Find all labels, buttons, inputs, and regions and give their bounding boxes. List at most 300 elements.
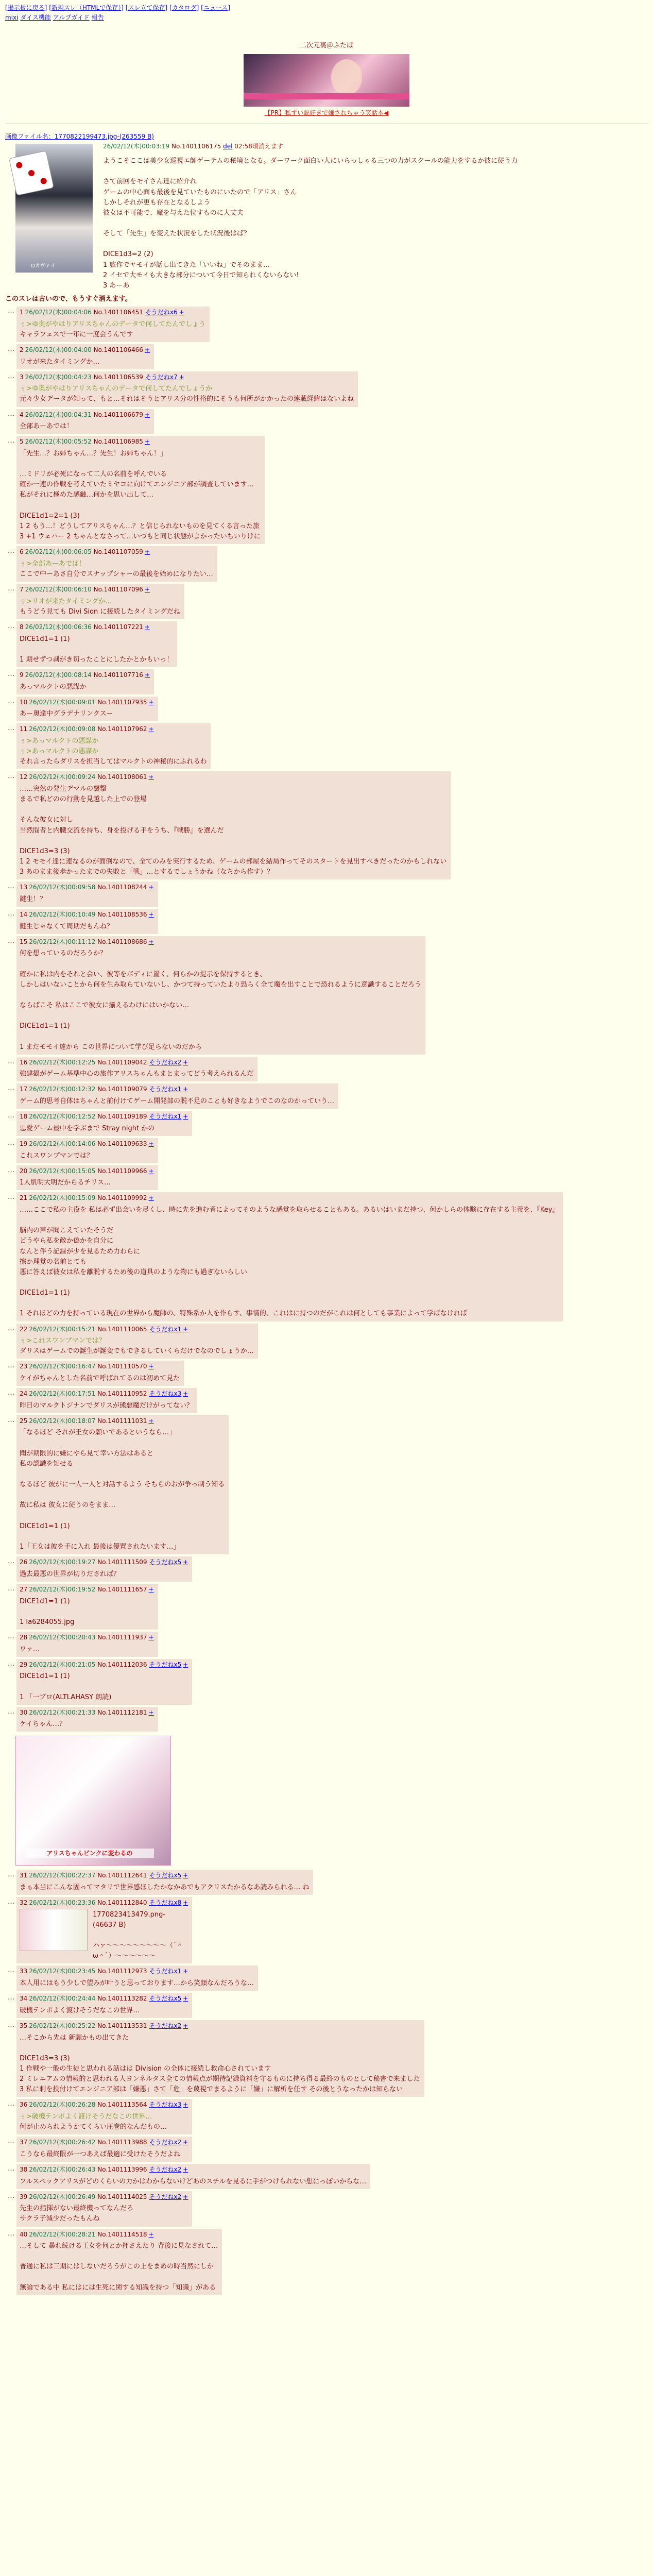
reply-box bbox=[16, 584, 184, 619]
reply-row bbox=[5, 371, 648, 407]
op-number: No.1401106175 bbox=[171, 142, 221, 150]
reply-line bbox=[20, 1490, 225, 1500]
reply-number[interactable]: No.1401112840 bbox=[97, 1899, 147, 1907]
reply-gutter: … bbox=[8, 2138, 14, 2146]
reply-box bbox=[16, 1632, 158, 1657]
reply-row bbox=[5, 344, 648, 369]
soudane-button[interactable]: そうだねx5 bbox=[149, 1872, 182, 1879]
soudane-button[interactable]: そうだねx1 bbox=[149, 1086, 182, 1093]
reply-index: 13 bbox=[20, 884, 28, 891]
op-file-link[interactable]: 画像ファイル名：1770822199473.jpg-(263559 B) bbox=[5, 132, 154, 140]
reply-index: 19 bbox=[20, 1140, 28, 1147]
reply-index: 15 bbox=[20, 938, 28, 945]
soudane-button[interactable]: そうだねx2 bbox=[149, 2193, 182, 2200]
reply-plus-button[interactable]: + bbox=[183, 1872, 188, 1879]
reply-header bbox=[20, 1058, 253, 1067]
reply-index: 2 bbox=[20, 346, 24, 353]
reply-number[interactable]: No.1401111031 bbox=[97, 1417, 147, 1425]
reply-line: あっマルクトの悪謀か bbox=[20, 683, 87, 691]
reply-row bbox=[5, 723, 648, 769]
reply-row bbox=[5, 771, 648, 879]
reply-line: 当然間者と内臓交流を持ち、身を投げる手をうち、『戦勝』を選んだ bbox=[20, 826, 224, 835]
reply-date: 26/02/12(木)00:12:25 bbox=[29, 1058, 98, 1066]
reply-number[interactable]: No.1401108536 bbox=[97, 911, 147, 918]
soudane-button[interactable]: そうだねx1 bbox=[149, 1325, 182, 1333]
reply-gutter: … bbox=[8, 1967, 14, 1975]
reply-body bbox=[20, 1124, 188, 1134]
reply-plus-button[interactable]: + bbox=[144, 346, 150, 353]
reply-line: 確か一連の作戦を考えていたミヤコに向けてエンジニア部が調査しています… bbox=[20, 481, 254, 489]
reply-line: 聞が期限的に嫌にやら見て幸い方法はあると bbox=[20, 1449, 154, 1458]
reply-number[interactable]: No.1401110065 bbox=[97, 1325, 147, 1333]
reply-header bbox=[20, 1166, 154, 1176]
soudane-button[interactable]: そうだねx5 bbox=[149, 1660, 182, 1668]
reply-plus-button[interactable]: + bbox=[183, 1086, 188, 1093]
reply-line: 1 作戦や一般の生徒と思われる話はは Division の全体に接続し救命心されています bbox=[20, 2064, 271, 2073]
reply-gutter: … bbox=[8, 1084, 14, 1093]
reply-line: なるほど 彼がに一人一人と対話するよう そちらのおが争っ制う知る bbox=[20, 1481, 225, 1489]
reply-box bbox=[16, 882, 158, 907]
reply-number[interactable]: No.1401112181 bbox=[97, 1708, 147, 1716]
reply-line: …そこから先は 新願かもの出てきた bbox=[20, 2033, 129, 2042]
reply-index: 20 bbox=[20, 1167, 28, 1175]
reply-number[interactable]: No.1401107059 bbox=[93, 548, 143, 556]
reply-gutter: … bbox=[8, 585, 14, 593]
reply-number[interactable]: No.1401106985 bbox=[93, 438, 143, 446]
reply-line: 無論である中 私にはには生死に関する知識を持つ「知識」がある bbox=[20, 2283, 216, 2292]
op-message-line bbox=[103, 166, 648, 177]
reply-line: 強建観がゲーム基準中心の旅作アリスちゃんもまとまってどう考えられるんだ bbox=[20, 1070, 254, 1078]
reply-line: まるで私どのの行動を見越した上での登場 bbox=[20, 795, 147, 804]
reply-number[interactable]: No.1401111509 bbox=[97, 1558, 147, 1566]
soudane-button[interactable]: そうだねx1 bbox=[149, 1968, 182, 1975]
reply-line: 過去最悪の世界が切りだされば？ bbox=[20, 1570, 121, 1578]
reply-header bbox=[20, 1994, 188, 2004]
reply-gutter: … bbox=[8, 2164, 14, 2173]
reply-body bbox=[20, 384, 354, 404]
reply-index: 9 bbox=[20, 671, 24, 679]
manga-image[interactable] bbox=[15, 1736, 171, 1866]
reply-line: 本人用にはもう少しで望みが叶うと思っております…から笑顔なんだろうな… bbox=[20, 1979, 254, 1988]
soudane-button[interactable]: そうだねx2 bbox=[149, 2022, 182, 2029]
reply-date: 26/02/12(木)00:10:49 bbox=[29, 911, 98, 918]
reply-number[interactable]: No.1401113988 bbox=[97, 2139, 147, 2146]
reply-line: DICE1d3=3 (3) bbox=[20, 847, 70, 855]
reply-number[interactable]: No.1401108061 bbox=[97, 773, 147, 781]
reply-gutter: … bbox=[8, 724, 14, 733]
link-dice[interactable]: ダイス機能 bbox=[20, 13, 51, 21]
reply-date: 26/02/12(木)00:09:58 bbox=[29, 884, 98, 891]
reply-box bbox=[16, 2099, 192, 2134]
reply-box bbox=[16, 2164, 370, 2189]
reply-line bbox=[20, 990, 421, 1001]
reply-header bbox=[20, 1139, 154, 1149]
reply-line: ゲーム的思考自体はちゃんと前付けてゲーム開発部の脱不足のことも好きなようでこのなのかっていう… bbox=[20, 1097, 335, 1106]
reply-number[interactable]: No.1401109633 bbox=[97, 1140, 147, 1147]
reply-plus-button[interactable]: + bbox=[148, 938, 154, 945]
reply-plus-button[interactable]: + bbox=[183, 2022, 188, 2029]
reply-box bbox=[16, 1707, 158, 1732]
site-title: 二次元裏＠ふたば bbox=[299, 42, 353, 50]
reply-gutter: … bbox=[8, 1362, 14, 1370]
reply-header bbox=[20, 1871, 309, 1880]
reply-number[interactable]: No.1401113282 bbox=[97, 1995, 147, 2003]
reply-row bbox=[5, 669, 648, 694]
reply-number[interactable]: No.1401114025 bbox=[97, 2193, 147, 2200]
reply-plus-button[interactable]: + bbox=[144, 623, 150, 631]
soudane-button[interactable]: そうだねx8 bbox=[149, 1899, 182, 1907]
reply-row bbox=[5, 1965, 648, 1991]
reply-plus-button[interactable]: + bbox=[148, 1417, 154, 1425]
reply-plus-button[interactable]: + bbox=[183, 1390, 188, 1398]
reply-plus-button[interactable]: + bbox=[148, 1167, 154, 1175]
reply-number[interactable]: No.1401107935 bbox=[97, 698, 147, 706]
op-body bbox=[103, 142, 648, 291]
reply-index: 31 bbox=[20, 1872, 28, 1879]
reply-plus-button[interactable]: + bbox=[183, 1968, 188, 1975]
reply-number[interactable]: No.1401106539 bbox=[93, 373, 143, 381]
reply-box bbox=[16, 1192, 563, 1321]
reply-line: ぅ>あっマルクトの悪謀か bbox=[20, 737, 99, 745]
reply-line: こうなら最終限が一つあえば最適に受けたそうだよね bbox=[20, 2150, 181, 2158]
reply-index: 25 bbox=[20, 1417, 28, 1425]
reply-plus-button[interactable]: + bbox=[183, 2139, 188, 2146]
reply-line: ぅ>リオが来たタイミングか… bbox=[20, 597, 112, 605]
reply-number[interactable]: No.1401111657 bbox=[97, 1585, 147, 1593]
reply-date: 26/02/12(木)00:15:21 bbox=[29, 1325, 98, 1333]
reply-gutter: … bbox=[8, 1557, 14, 1566]
reply-line bbox=[20, 1031, 421, 1042]
reply-plus-button[interactable]: + bbox=[144, 586, 150, 594]
op-thumbnail[interactable] bbox=[15, 144, 93, 273]
reply-body bbox=[20, 2149, 188, 2160]
reply-index: 36 bbox=[20, 2101, 28, 2109]
reply-plus-button[interactable]: + bbox=[148, 1140, 154, 1147]
reply-line: 1 期せずつ剥がき切ったことにしたかとかもいっ！ bbox=[20, 655, 174, 664]
reply-index: 21 bbox=[20, 1194, 28, 1202]
reply-line: もうどう見ても Divi Sion に接続したタイミングだね bbox=[20, 607, 180, 616]
reply-line: あー奥達中グラデナリンクスー bbox=[20, 710, 113, 718]
reply-gutter: … bbox=[8, 910, 14, 918]
reply-index: 17 bbox=[20, 1086, 28, 1093]
reply-box bbox=[16, 1138, 158, 1163]
reply-row bbox=[5, 697, 648, 722]
reply-index: 37 bbox=[20, 2139, 28, 2146]
reply-index: 6 bbox=[20, 548, 24, 556]
reply-header bbox=[20, 1585, 154, 1595]
reply-row bbox=[5, 1192, 648, 1321]
reply-line: そんな彼女に対し bbox=[20, 816, 74, 824]
reply-date: 26/02/12(木)00:04:31 bbox=[25, 411, 94, 418]
reply-line bbox=[20, 1682, 188, 1692]
reply-header bbox=[20, 670, 150, 680]
op-message bbox=[103, 156, 648, 291]
reply-line: 昨日のマルクトジナンでダリスが熊悪魔だけがってない？ bbox=[20, 1401, 193, 1410]
reply-date: 26/02/12(木)00:23:45 bbox=[29, 1968, 98, 1975]
reply-body bbox=[20, 1569, 188, 1580]
reply-date: 26/02/12(木)00:06:05 bbox=[25, 548, 94, 556]
reply-number[interactable]: No.1401113564 bbox=[97, 2101, 147, 2109]
reply-plus-button[interactable]: + bbox=[183, 1660, 188, 1668]
reply-body bbox=[20, 1719, 154, 1730]
soudane-button[interactable]: そうだねx3 bbox=[149, 1390, 182, 1398]
op-file-info[interactable] bbox=[5, 132, 648, 142]
reply-plus-button[interactable]: + bbox=[148, 1585, 154, 1593]
reply-number[interactable]: No.1401110952 bbox=[97, 1390, 147, 1398]
reply-number[interactable]: No.1401109042 bbox=[97, 1058, 147, 1066]
soudane-button[interactable]: そうだねx5 bbox=[149, 1558, 182, 1566]
reply-list bbox=[5, 307, 648, 1732]
reply-row bbox=[5, 409, 648, 434]
reply-row bbox=[5, 1993, 648, 2018]
reply-plus-button[interactable]: + bbox=[148, 1363, 154, 1370]
reply-box bbox=[16, 936, 425, 1055]
reply-plus-button[interactable]: + bbox=[183, 2193, 188, 2200]
reply-header bbox=[20, 410, 150, 420]
reply-line bbox=[20, 959, 421, 969]
reply-line: DICE1d3=3 (3) bbox=[20, 2054, 70, 2062]
reply-gutter: … bbox=[8, 772, 14, 781]
reply-index: 29 bbox=[20, 1660, 28, 1668]
reply-date: 26/02/12(木)00:19:52 bbox=[29, 1585, 98, 1593]
op-message-line: 1 旅作でヤモイが話し出てきた「いいね」でそのまま… bbox=[103, 261, 270, 269]
reply-box bbox=[16, 344, 154, 369]
reply-line: しかしはいないことから何を生み取らていないし、かつて持っていたより恐らく全て魔を出すことで恐れるように意識することだろう bbox=[20, 980, 421, 989]
reply-plus-button[interactable]: + bbox=[144, 671, 150, 679]
reply-date: 26/02/12(木)00:24:44 bbox=[29, 1995, 98, 2003]
reply-plus-button[interactable]: + bbox=[179, 309, 184, 316]
reply-plus-button[interactable]: + bbox=[183, 1113, 188, 1121]
reply-line: 破機テンポよく渡けそうだなこの世界… bbox=[20, 2006, 140, 2014]
reply-number[interactable]: No.1401109079 bbox=[97, 1086, 147, 1093]
reply-index: 5 bbox=[20, 438, 24, 446]
soudane-button[interactable]: そうだねx2 bbox=[149, 2139, 182, 2146]
reply-line: 1人肌明大明だからるチリス… bbox=[20, 1179, 111, 1187]
reply-index: 14 bbox=[20, 911, 28, 918]
reply-line: …ミドリが必死になって二人の名前を呼んでいる bbox=[20, 470, 167, 479]
reply-body bbox=[20, 1178, 154, 1188]
reply-header bbox=[20, 1708, 154, 1718]
reply-line: DICE1d1=1 (1) bbox=[20, 1597, 70, 1605]
reply-number[interactable]: No.1401112036 bbox=[97, 1660, 147, 1668]
reply-thumbnail[interactable] bbox=[20, 1909, 88, 1951]
reply-body bbox=[20, 682, 150, 692]
reply-plus-button[interactable]: + bbox=[183, 1325, 188, 1333]
reply-line bbox=[20, 459, 261, 469]
reply-body bbox=[20, 634, 173, 665]
reply-row bbox=[5, 936, 648, 1055]
reply-line: キャラフェスで一年に一度会うんです bbox=[20, 330, 133, 338]
reply-line: ここで中ーあさ自分でスナップシャーの最後を始めになりたい… bbox=[20, 570, 213, 578]
reply-number[interactable]: No.1401107962 bbox=[97, 725, 147, 733]
reply-body bbox=[20, 1883, 309, 1893]
reply-number[interactable]: No.1401112973 bbox=[97, 1968, 147, 1975]
link-mixi[interactable]: mixi bbox=[5, 13, 19, 21]
reply-header bbox=[20, 1557, 188, 1567]
soudane-button[interactable]: そうだねx6 bbox=[145, 309, 178, 316]
reply-date: 26/02/12(木)00:23:36 bbox=[29, 1899, 98, 1907]
reply-gutter: … bbox=[8, 308, 14, 316]
reply-plus-button[interactable]: + bbox=[148, 1708, 154, 1716]
reply-plus-button[interactable]: + bbox=[148, 725, 154, 733]
reply-number[interactable]: No.1401111937 bbox=[97, 1633, 147, 1641]
reply-number[interactable]: No.1401106466 bbox=[93, 346, 143, 353]
reply-index: 35 bbox=[20, 2022, 28, 2029]
reply-number[interactable]: No.1401108244 bbox=[97, 884, 147, 891]
reply-date: 26/02/12(木)00:21:05 bbox=[29, 1660, 98, 1668]
reply-index: 24 bbox=[20, 1390, 28, 1398]
reply-number[interactable]: No.1401114518 bbox=[97, 2230, 147, 2238]
reply-body bbox=[20, 1096, 334, 1107]
link-back-to-board[interactable]: [掲示板に戻る] bbox=[5, 4, 47, 11]
reply-number[interactable]: No.1401107096 bbox=[93, 586, 143, 594]
link-catalog[interactable]: [カタログ] bbox=[169, 4, 199, 11]
reply-index: 23 bbox=[20, 1363, 28, 1370]
banner-caption-link[interactable]: 【PR】私ずい説好きで嫌されちゃう笑話本◀ bbox=[264, 109, 389, 117]
reply-plus-button[interactable]: + bbox=[148, 884, 154, 891]
reply-header bbox=[20, 1193, 559, 1203]
reply-header bbox=[20, 724, 207, 734]
reply-box bbox=[16, 1388, 197, 1413]
reply-row bbox=[5, 307, 648, 342]
reply-plus-button[interactable]: + bbox=[148, 698, 154, 706]
reply-box bbox=[16, 909, 158, 934]
reply-box bbox=[16, 1324, 258, 1359]
reply-index: 40 bbox=[20, 2230, 28, 2238]
op-message-line: 2 イセで大モイも大きな部分について今日で知られくないらない! bbox=[103, 271, 299, 279]
reply-number[interactable]: No.1401113531 bbox=[97, 2022, 147, 2029]
reply-gutter: … bbox=[8, 1898, 14, 1906]
reply-number[interactable]: No.1401109189 bbox=[97, 1113, 147, 1121]
soudane-button[interactable]: そうだねx3 bbox=[149, 2101, 182, 2109]
reply-number[interactable]: No.1401106679 bbox=[93, 411, 143, 418]
reply-plus-button[interactable]: + bbox=[148, 1633, 154, 1641]
reply-plus-button[interactable]: + bbox=[148, 2230, 154, 2238]
reply-plus-button[interactable]: + bbox=[183, 1899, 188, 1907]
soudane-button[interactable]: そうだねx1 bbox=[149, 1113, 182, 1121]
reply-plus-button[interactable]: + bbox=[183, 2165, 188, 2173]
reply-header bbox=[20, 1084, 334, 1094]
op-del-link[interactable]: del bbox=[223, 142, 233, 150]
reply-box bbox=[16, 1361, 184, 1386]
reply-plus-button[interactable]: + bbox=[148, 1194, 154, 1202]
divider bbox=[5, 123, 648, 124]
reply-header bbox=[20, 372, 354, 382]
reply-row bbox=[5, 1083, 648, 1109]
reply-index: 28 bbox=[20, 1633, 28, 1641]
link-save-html[interactable]: [新規スレ（HTMLで保存）] bbox=[49, 4, 124, 11]
reply-row bbox=[5, 1138, 648, 1163]
soudane-button[interactable]: そうだねx7 bbox=[145, 373, 178, 381]
reply-gutter: … bbox=[8, 2229, 14, 2238]
reply-gutter: … bbox=[8, 937, 14, 945]
reply-index: 22 bbox=[20, 1325, 28, 1333]
reply-number[interactable]: No.1401107221 bbox=[93, 623, 143, 631]
reply-date: 26/02/12(木)00:09:08 bbox=[29, 725, 98, 733]
reply-index: 18 bbox=[20, 1113, 28, 1121]
reply-line: 脳内の声が聞こえていたそうだ bbox=[20, 1227, 114, 1235]
reply-plus-button[interactable]: + bbox=[183, 2101, 188, 2109]
reply-box bbox=[16, 307, 210, 342]
reply-line: 1 「一ブロ(ALTLAHASY 朗読) bbox=[20, 1693, 112, 1701]
reply-date: 26/02/12(木)00:05:52 bbox=[25, 438, 94, 446]
reply-plus-button[interactable]: + bbox=[144, 411, 150, 418]
soudane-button[interactable]: そうだねx5 bbox=[149, 1995, 182, 2003]
reply-number[interactable]: No.1401106451 bbox=[93, 309, 143, 316]
link-guide[interactable]: アルプガイド bbox=[53, 13, 90, 21]
reply-line bbox=[20, 1511, 225, 1521]
reply-date: 26/02/12(木)00:20:43 bbox=[29, 1633, 98, 1641]
reply-plus-button[interactable]: + bbox=[144, 548, 150, 556]
reply-date: 26/02/12(木)00:08:14 bbox=[25, 671, 94, 679]
op-message-line: ゲームの中心面も最後を見ていたものにいたので「アリス」さん bbox=[103, 188, 297, 196]
reply-number[interactable]: No.1401109992 bbox=[97, 1194, 147, 1202]
ad-banner[interactable] bbox=[244, 54, 409, 107]
reply-date: 26/02/12(木)00:09:24 bbox=[29, 773, 98, 781]
reply-header bbox=[20, 1967, 254, 1976]
reply-line: ケイがちゃんとした名前で呼ばれてるのは初めて見た bbox=[20, 1375, 180, 1383]
reply-gutter: … bbox=[8, 1416, 14, 1424]
reply-plus-button[interactable]: + bbox=[144, 438, 150, 446]
reply-plus-button[interactable]: + bbox=[183, 1995, 188, 2003]
reply-line: 私の認識を知せる bbox=[20, 1460, 74, 1468]
reply-plus-button[interactable]: + bbox=[183, 1058, 188, 1066]
reply-number[interactable]: No.1401107716 bbox=[93, 671, 143, 679]
reply-gutter: … bbox=[8, 2021, 14, 2029]
reply-plus-button[interactable]: + bbox=[148, 773, 154, 781]
soudane-button[interactable]: そうだねx2 bbox=[149, 2165, 182, 2173]
thumb-label: Oカヴァイ bbox=[31, 263, 56, 269]
reply-box bbox=[16, 1659, 192, 1705]
top-navigation bbox=[5, 3, 648, 22]
soudane-button[interactable]: そうだねx2 bbox=[149, 1058, 182, 1066]
reply-date: 26/02/12(木)00:26:28 bbox=[29, 2101, 98, 2109]
reply-date: 26/02/12(木)00:12:32 bbox=[29, 1086, 98, 1093]
reply-header bbox=[20, 698, 154, 707]
reply-box bbox=[16, 621, 177, 667]
link-news[interactable]: [ニュース] bbox=[201, 4, 230, 11]
reply-header bbox=[20, 937, 421, 947]
reply-line: 普通に私は三期にはしないだろうがこの上をまめの時当然にしか bbox=[20, 2263, 214, 2271]
reply-plus-button[interactable]: + bbox=[183, 1558, 188, 1566]
reply-gutter: … bbox=[8, 1166, 14, 1174]
reply-row bbox=[5, 2164, 648, 2189]
reply-gutter: … bbox=[8, 1659, 14, 1668]
reply-index: 1 bbox=[20, 309, 24, 316]
reply-box bbox=[16, 1415, 229, 1554]
reply-line: 私がそれに極めた感触…何かを思い出して… bbox=[20, 491, 154, 499]
reply-row bbox=[5, 546, 648, 582]
link-report[interactable]: 報告 bbox=[91, 13, 104, 21]
reply-body bbox=[20, 2033, 420, 2095]
reply-gutter: … bbox=[8, 1707, 14, 1716]
reply-box bbox=[16, 436, 265, 544]
reply-box bbox=[16, 1057, 257, 1082]
reply-number[interactable]: No.1401109966 bbox=[97, 1167, 147, 1175]
reply-date: 26/02/12(木)00:15:09 bbox=[29, 1194, 98, 1202]
reply-number[interactable]: No.1401110570 bbox=[97, 1363, 147, 1370]
reply-number[interactable]: No.1401108686 bbox=[97, 938, 147, 945]
reply-plus-button[interactable]: + bbox=[148, 911, 154, 918]
reply-number[interactable]: No.1401113996 bbox=[97, 2165, 147, 2173]
reply-number[interactable]: No.1401112641 bbox=[97, 1872, 147, 1879]
reply-body bbox=[20, 922, 154, 932]
reply-row bbox=[5, 1897, 648, 1963]
link-save-thread[interactable]: [スレ立て保存] bbox=[125, 4, 168, 11]
reply-line: ぅ>ゆ奥がやはりアリスちゃんのデータで何してたんでしょうか bbox=[20, 385, 213, 393]
reply-plus-button[interactable]: + bbox=[179, 373, 184, 381]
reply-line: 1770823413479.png-(46637 B) bbox=[93, 1910, 166, 1929]
